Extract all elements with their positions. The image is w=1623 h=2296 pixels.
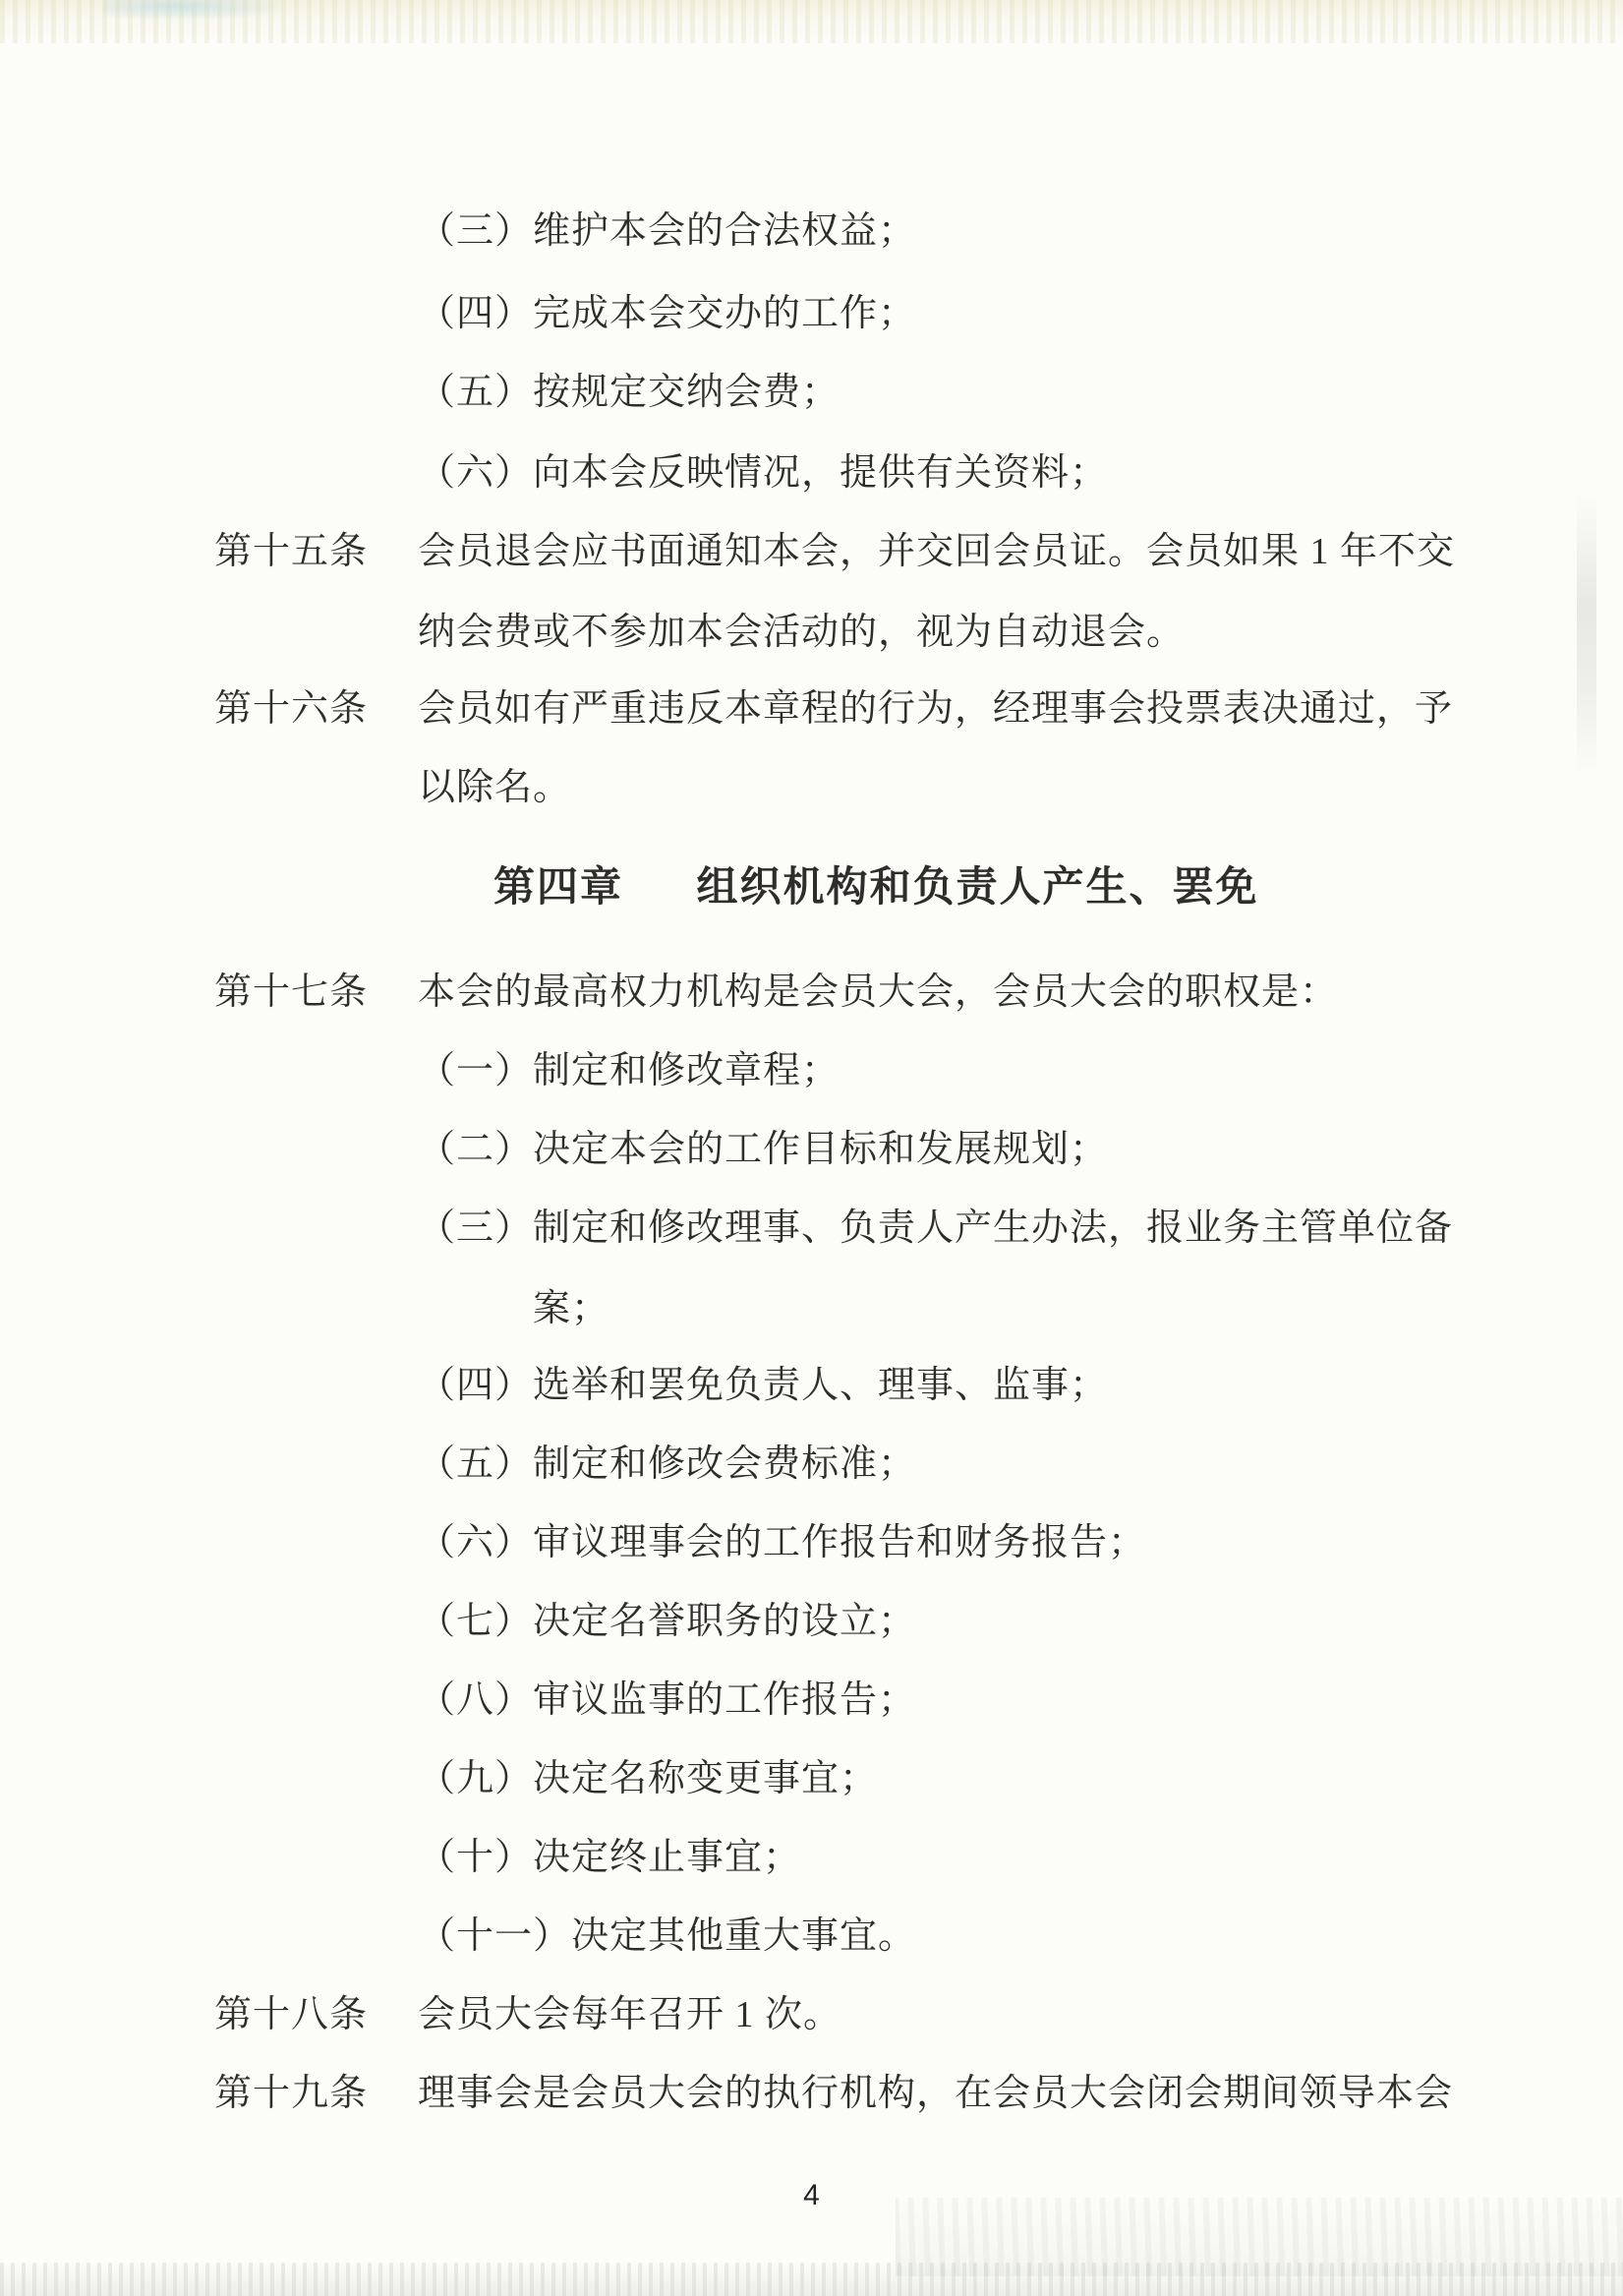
- article-clause: [214, 1992, 841, 2037]
- article-text: 会员如有严重违反本章程的行为，经理事会投票表决通过，予: [418, 688, 1454, 730]
- scan-artifact-top-smudge: [103, 0, 290, 22]
- chapter-title: 组织机构和负责人产生、罢免: [696, 865, 1259, 911]
- article-clause: [214, 2071, 1453, 2116]
- list-item: （二）决定本会的工作目标和发展规划；: [418, 1129, 1109, 1170]
- chapter-number: 第四章: [493, 865, 624, 911]
- article-clause: [214, 686, 1453, 732]
- scan-artifact-bottom-band: [0, 2263, 1623, 2296]
- scan-artifact-right-streak: [1577, 492, 1596, 777]
- article-clause: [214, 529, 1455, 574]
- list-item: （十一）决定其他重大事宜。: [418, 1915, 917, 1957]
- list-item: （十）决定终止事宜；: [418, 1837, 802, 1878]
- list-item-continuation: 案；: [533, 1288, 610, 1329]
- article-clause: [214, 970, 1338, 1015]
- list-item: （四）选举和罢免负责人、理事、监事；: [418, 1365, 1109, 1406]
- article-text: 本会的最高权力机构是会员大会，会员大会的职权是：: [418, 971, 1339, 1013]
- list-item: （六）向本会反映情况，提供有关资料；: [418, 452, 1109, 494]
- article-number: 第十九条: [214, 2073, 369, 2114]
- article-text: 会员退会应书面通知本会，并交回会员证。会员如果 1 年不交: [418, 531, 1456, 572]
- list-item: （三）制定和修改理事、负责人产生办法，报业务主管单位备: [418, 1207, 1454, 1249]
- list-item: （五）制定和修改会费标准；: [418, 1443, 917, 1485]
- list-item: （九）决定名称变更事宜；: [418, 1758, 879, 1799]
- list-item: （七）决定名誉职务的设立；: [418, 1601, 917, 1642]
- list-item: （四）完成本会交办的工作；: [418, 293, 917, 334]
- article-text: 会员大会每年召开 1 次。: [418, 1994, 842, 2035]
- article-number: 第十五条: [214, 531, 369, 572]
- article-continuation: 以除名。: [418, 767, 572, 808]
- list-item: （六）审议理事会的工作报告和财务报告；: [418, 1522, 1147, 1563]
- article-text: 理事会是会员大会的执行机构，在会员大会闭会期间领导本会: [418, 2073, 1454, 2114]
- article-number: 第十六条: [214, 688, 369, 730]
- article-continuation: 纳会费或不参加本会活动的，视为自动退会。: [418, 612, 1186, 653]
- list-item: （五）按规定交纳会费；: [418, 372, 840, 413]
- list-item: （三）维护本会的合法权益；: [418, 210, 917, 252]
- article-number: 第十七条: [214, 971, 369, 1013]
- article-number: 第十八条: [214, 1994, 369, 2035]
- page-number: 4: [803, 2179, 820, 2211]
- list-item: （一）制定和修改章程；: [418, 1050, 840, 1091]
- chapter-heading: [493, 865, 1259, 911]
- list-item: （八）审议监事的工作报告；: [418, 1679, 917, 1721]
